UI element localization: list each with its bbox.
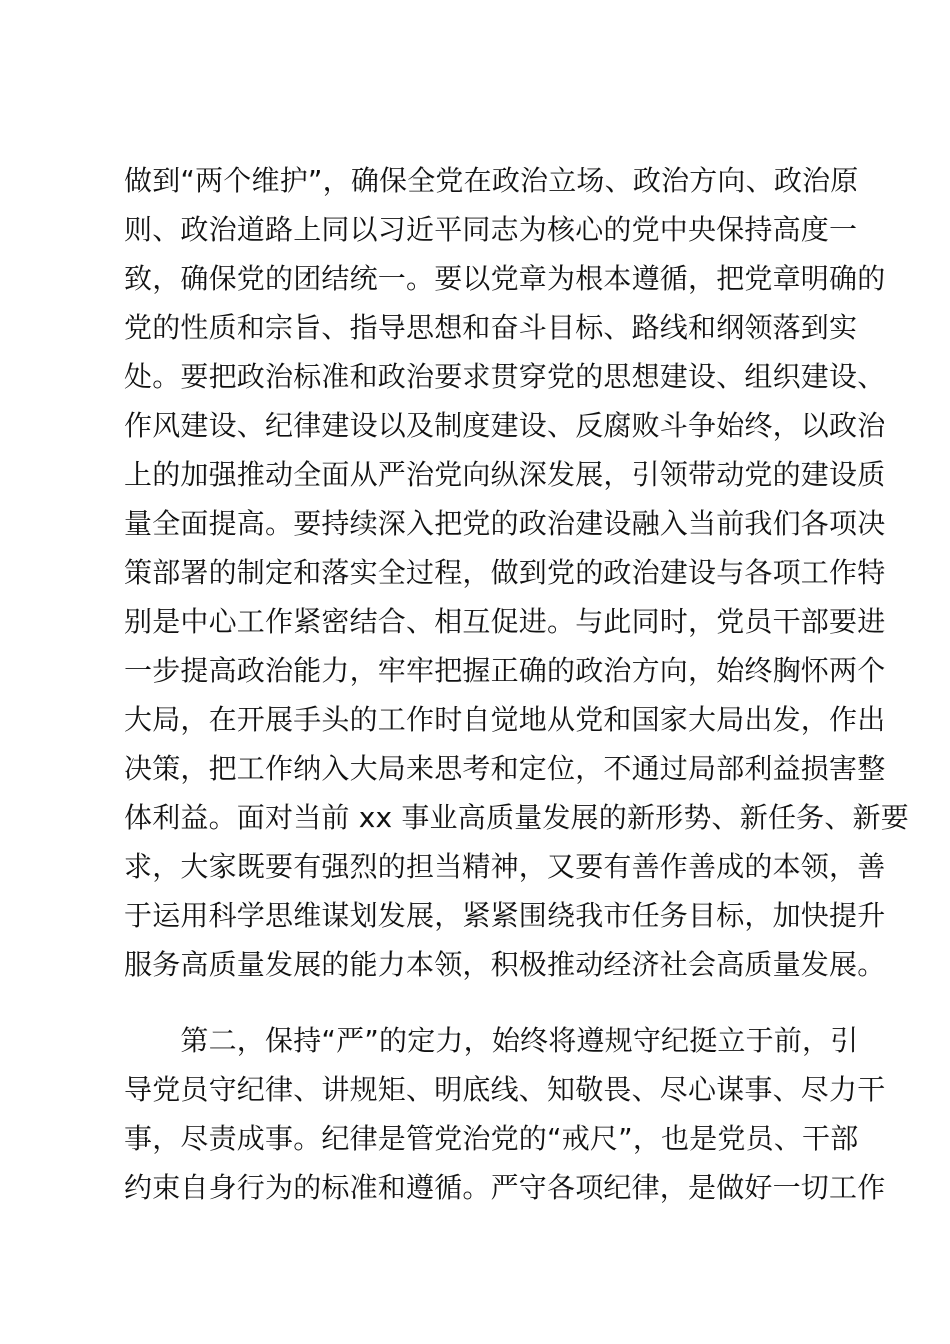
text-line: 一步提高政治能力，牢牢把握正确的政治方向，始终胸怀两个	[124, 654, 886, 687]
text-line: 服务高质量发展的能力本领，积极推动经济社会高质量发展。	[124, 948, 886, 981]
text-line: 作风建设、纪律建设以及制度建设、反腐败斗争始终，以政治	[124, 409, 886, 442]
text-line: 量全面提高。要持续深入把党的政治建设融入当前我们各项决	[124, 507, 886, 540]
paragraph-2	[124, 1016, 886, 1212]
text-line: 致，确保党的团结统一。要以党章为根本遵循，把党章明确的	[124, 262, 886, 295]
text-line: 第二，保持“严”的定力，始终将遵规守纪挺立于前，引	[124, 1024, 859, 1057]
text-line: 于运用科学思维谋划发展，紧紧围绕我市任务目标，加快提升	[124, 899, 886, 932]
text-line: 求，大家既要有强烈的担当精神，又要有善作善成的本领，善	[124, 850, 886, 883]
text-line: 导党员守纪律、讲规矩、明底线、知敬畏、尽心谋事、尽力干	[124, 1073, 886, 1106]
text-line: 策部署的制定和落实全过程，做到党的政治建设与各项工作特	[124, 556, 886, 589]
text-line: 上的加强推动全面从严治党向纵深发展，引领带动党的建设质	[124, 458, 886, 491]
paragraph-1	[124, 156, 909, 989]
text-line: 约束自身行为的标准和遵循。严守各项纪律，是做好一切工作	[124, 1171, 886, 1204]
text-line: 决策，把工作纳入大局来思考和定位，不通过局部利益损害整	[124, 752, 886, 785]
text-line: 体利益。面对当前 xx 事业高质量发展的新形势、新任务、新要	[124, 801, 909, 834]
text-line: 做到“两个维护”，确保全党在政治立场、政治方向、政治原	[124, 164, 859, 197]
text-line: 事，尽责成事。纪律是管党治党的“戒尺”，也是党员、干部	[124, 1122, 859, 1155]
paragraph-gap	[124, 989, 844, 1016]
text-line: 则、政治道路上同以习近平同志为核心的党中央保持高度一	[124, 213, 858, 246]
text-line: 大局，在开展手头的工作时自觉地从党和国家大局出发，作出	[124, 703, 886, 736]
text-line: 处。要把政治标准和政治要求贯穿党的思想建设、组织建设、	[124, 360, 886, 393]
text-line: 党的性质和宗旨、指导思想和奋斗目标、路线和纲领落到实	[124, 311, 858, 344]
body-text	[124, 156, 909, 1212]
text-line: 别是中心工作紧密结合、相互促进。与此同时，党员干部要进	[124, 605, 886, 638]
